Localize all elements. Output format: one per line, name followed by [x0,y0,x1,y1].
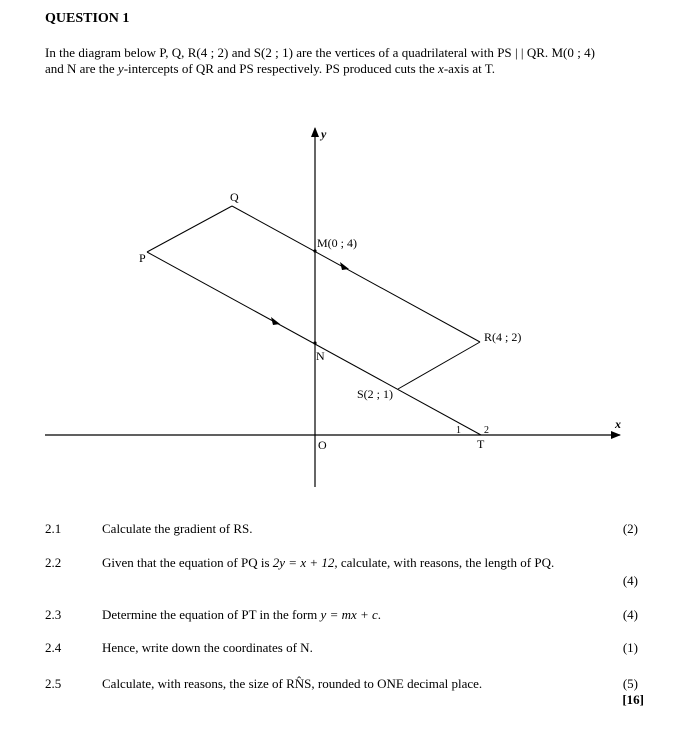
question-marks: (4) [622,573,638,588]
label-r: R(4 ; 2) [484,330,522,344]
question-number: 2.4 [45,640,62,655]
side-pq [147,206,232,252]
label-p: P [139,251,146,265]
question-marks: (1) [622,640,638,655]
angle-rns: RN̂S [286,676,312,691]
intro-part-2: -intercepts of QR and PS respectively. PS produced cuts the [123,61,439,76]
question-number: 2.2 [45,555,62,570]
x-axis-label: x [615,417,621,431]
total-marks: [16] [622,692,644,707]
question-marks: (2) [622,521,638,536]
question-marks: (5) [622,676,638,691]
point-n-dot [313,341,316,344]
y-axis-label: y [321,127,327,141]
pt-equation-form: y = mx + c [320,607,378,622]
question-number: 2.5 [45,676,62,691]
question-text: Calculate the gradient of RS. [102,521,253,536]
question-text-b: . [377,607,382,622]
quadrilateral-diagram [0,120,682,500]
side-rs [398,342,480,389]
question-text-b: , rounded to ONE decimal place. [311,676,483,691]
question-marks: (4) [622,607,638,622]
label-n: N [316,349,325,363]
question-number: 2.1 [45,521,62,536]
label-s: S(2 ; 1) [357,387,393,401]
intro-y-word: y [117,61,124,76]
question-text: Hence, write down the coordinates of N. [102,640,313,655]
question-text [102,676,597,692]
side-qr [232,206,480,342]
question-text-a: Calculate, with reasons, the size of [102,676,287,691]
label-q: Q [230,190,239,204]
question-text-b: , calculate, with reasons, the length of PQ. [334,555,555,570]
intro-x-word: x [438,61,444,76]
pq-equation: 2y = x + 12 [272,555,335,570]
parallel-arrow-qr [340,262,349,270]
intro-part-1: In the diagram below P, Q, R(4 ; 2) and S(2 ; 1) are the vertices of a quadrilateral with PS | | QR. M(0 ; 4) and N are the [45,45,595,76]
question-heading: QUESTION 1 [45,11,130,26]
label-t: T [477,437,485,451]
parallel-arrow-pt [271,317,280,325]
angle-label-1: 1 [456,425,461,436]
question-text [102,555,597,571]
origin-label: O [318,438,327,452]
question-text-a: Determine the equation of PT in the form [102,607,321,622]
label-m: M(0 ; 4) [317,236,357,250]
question-text [102,607,597,623]
question-text-a: Given that the equation of PQ is [102,555,273,570]
intro-part-3: -axis at T. [443,61,495,76]
intro-paragraph [45,45,595,77]
angle-label-2: 2 [484,425,489,436]
question-number: 2.3 [45,607,62,622]
